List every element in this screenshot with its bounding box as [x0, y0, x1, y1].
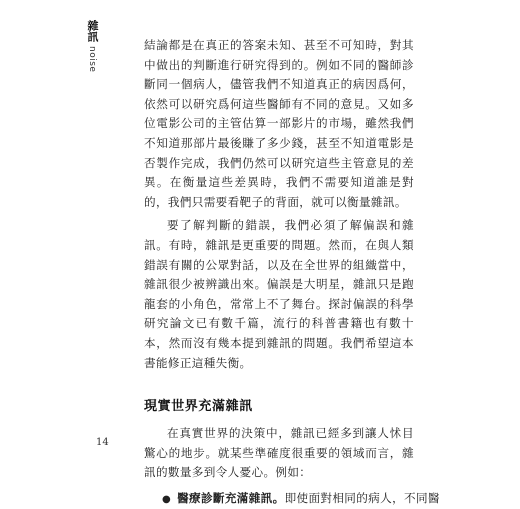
bullet-dot-icon: ●	[162, 493, 172, 505]
section-heading: 現實世界充滿雜訊	[144, 399, 253, 415]
page-number: 14	[96, 437, 109, 448]
running-head-title: 雜訊	[86, 20, 99, 42]
bullet-title: 醫療診斷充滿雜訊。	[177, 490, 285, 505]
running-head-subtitle: noise	[87, 46, 97, 73]
paragraph-1: 結論都是在真正的答案未知、甚至不可知時，對其中做出的判斷進行研究得到的。例如不同的醫師診斷同一個病人，儘管我們不知道真正的病因爲何，依然可以研究爲何這些醫師有不同的意見。又如多位電影公司的主管估算一部影片的市場，雖然我們不知道那部片最後賺了多少錢，甚至不知道電影是否製作完成，我們仍然可以研究這些主管意見的差異。在衡量這些差異時，我們不需要知道誰是對的，我們只需要看靶子的背面，就可以衡量雜訊。	[144, 38, 414, 209]
running-head	[84, 20, 100, 72]
section-paragraph: 在真實世界的決策中，雜訊已經多到讓人怵目驚心的地步。就某些準確度很重要的領域而言，雜訊的數量多到令人憂心。例如：	[144, 426, 414, 480]
bullet-item	[162, 489, 440, 509]
paragraph-2: 要了解判斷的錯誤，我們必須了解偏誤和雜訊。有時，雜訊是更重要的問題。然而，在與人類錯誤有關的公眾對話，以及在全世界的組織當中，雜訊很少被辨識出來。偏誤是大明星，雜訊只是跑龍套的小角色，常常上不了舞台。探討偏誤的科學研究論文已有數千篇，流行的科普書籍也有數十本，然而沒有幾本提到雜訊的問題。我們希望這本書能修正這種失衡。	[144, 218, 414, 370]
body-text	[144, 36, 440, 509]
bullet-text: 即使面對相同的病人，不同醫	[284, 490, 440, 505]
